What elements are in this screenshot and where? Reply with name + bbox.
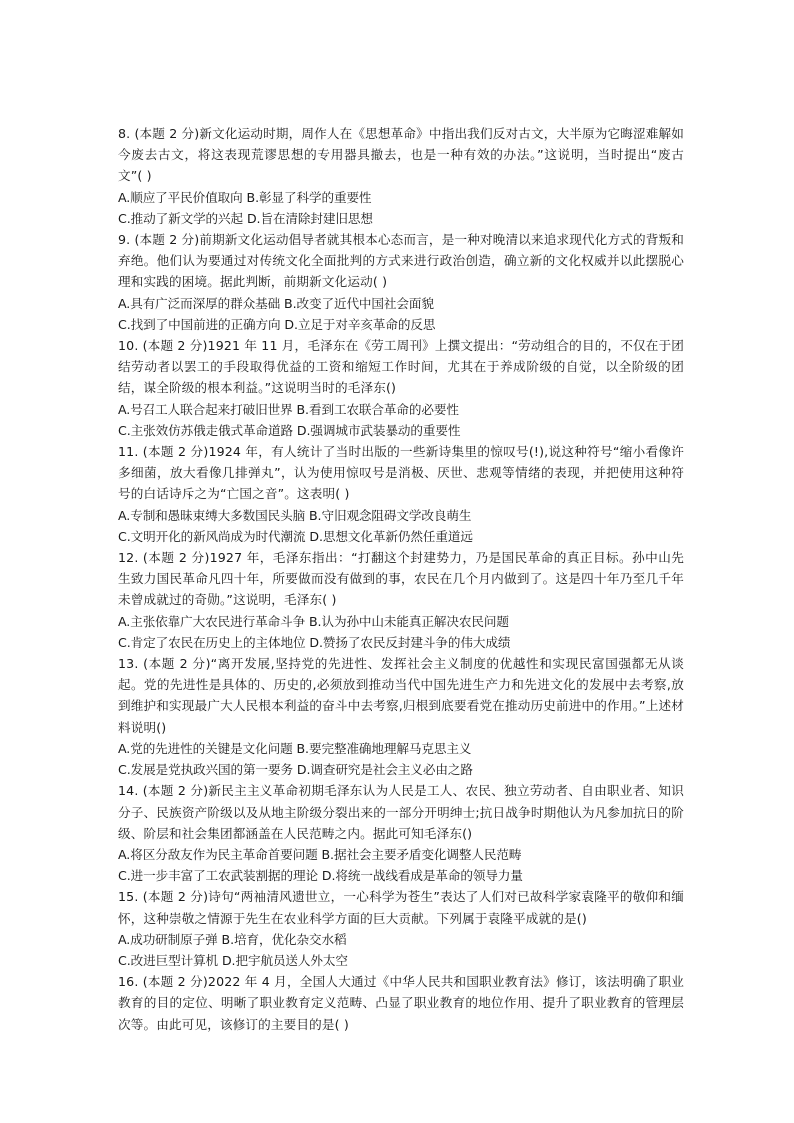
question-8 xyxy=(118,123,684,229)
question-stem: 8. (本题 2 分)新文化运动时期，周作人在《思想革命》中指出我们反对古文，大半原为它晦涩难解如今废去古文，将这表现荒谬思想的专用器具撤去，也是一种有效的办法。”这说明，当时提出“废古文”( ) xyxy=(118,126,684,184)
question-stem: 12. (本题 2 分)1927 年，毛泽东指出：“打翻这个封建势力，乃是国民革命的真正目标。孙中山先生致力国民革命凡四十年，所要做而没有做到的事，农民在几个月内做到了。这是四十年乃至几千年未曾成就过的奇勋。”这说明，毛泽东( ) xyxy=(118,550,684,608)
question-stem: 10. (本题 2 分)1921 年 11 月，毛泽东在《劳工周刊》上撰文提出：“劳动组合的目的，不仅在于团结劳动者以罢工的手段取得优益的工资和缩短工作时间，尤其在于养成阶级的自觉，以全阶级的团结，谋全阶级的根本利益。”这说明当时的毛泽东() xyxy=(118,338,684,396)
question-stem: 9. (本题 2 分)前期新文化运动倡导者就其根本心态而言，是一种对晚清以来追求现代化方式的背叛和弃绝。他们认为要通过对传统文化全面批判的方式来进行政治创造，确立新的文化权威并以此摆脱心理和实践的困境。据此判断，前期新文化运动( ) xyxy=(118,232,684,290)
question-12 xyxy=(118,547,684,653)
question-options-row: C.主张效仿苏俄走俄式革命道路 D.强调城市武装暴动的重要性 xyxy=(118,422,461,438)
question-options-row: A.号召工人联合起来打破旧世界 B.看到工农联合革命的必要性 xyxy=(118,401,459,417)
question-options-row: C.找到了中国前进的正确方向 D.立足于对辛亥革命的反思 xyxy=(118,316,436,332)
question-options-row: C.发展是党执政兴国的第一要务 D.调查研究是社会主义必由之路 xyxy=(118,762,473,778)
question-stem: 15. (本题 2 分)诗句“两袖清风遗世立，一心科学为苍生”表达了人们对已故科学家袁隆平的敬仰和缅怀，这种崇敬之情源于先生在农业科学方面的巨大贡献。下列属于袁隆平成就的是() xyxy=(118,889,684,926)
question-stem: 11. (本题 2 分)1924 年，有人统计了当时出版的一些新诗集里的惊叹号(!),说这种符号“缩小看像许多细菌，放大看像几排弹丸”，认为使用惊叹号是消极、厌世、悲观等情绪的表现，并把使用这种符号的白话诗斥之为“亡国之音”。这表明( ) xyxy=(118,444,684,502)
exam-page xyxy=(118,123,684,1035)
question-13 xyxy=(118,653,684,780)
question-options-row: C.改进巨型计算机 D.把宇航员送人外太空 xyxy=(118,952,348,968)
question-options-row: A.将区分敌友作为民主革命首要问题 B.据社会主要矛盾变化调整人民范畴 xyxy=(118,846,522,862)
question-14 xyxy=(118,780,684,886)
question-options-row: C.文明开化的新风尚成为时代潮流 D.思想文化革新仍然任重道远 xyxy=(118,528,473,544)
question-stem: 13. (本题 2 分)“离开发展,坚持党的先进性、发挥社会主义制度的优越性和实现民富国强都无从谈起。党的先进性是具体的、历史的,必须放到推动当代中国先进生产力和先进文化的发展中去考察,放到维护和实现最广大人民根本利益的奋斗中去考察,归根到底要看党在推动历史前进中的作用。”上述材料说明() xyxy=(118,656,684,735)
question-stem: 16. (本题 2 分)2022 年 4 月，全国人大通过《中华人民共和国职业教育法》修订，该法明确了职业教育的目的定位、明晰了职业教育定义范畴、凸显了职业教育的地位作用、提升了职业教育的管理层次等。由此可见，该修订的主要目的是( ) xyxy=(118,974,684,1032)
question-options-row: A.主张依靠广大农民进行革命斗争 B.认为孙中山未能真正解决农民问题 xyxy=(118,613,509,629)
question-options-row: A.专制和愚昧束缚大多数国民头脑 B.守旧观念阻碍文学改良萌生 xyxy=(118,507,472,523)
question-10 xyxy=(118,335,684,441)
question-11 xyxy=(118,441,684,547)
question-stem: 14. (本题 2 分)新民主主义革命初期毛泽东认为人民是工人、农民、独立劳动者、自由职业者、知识分子、民族资产阶级以及从地主阶级分裂出来的一部分开明绅士;抗日战争时期他认为凡参加抗日的阶级、阶层和社会集团都涵盖在人民范畴之内。据此可知毛泽东() xyxy=(118,783,684,841)
question-options-row: A.具有广泛而深厚的群众基础 B.改变了近代中国社会面貌 xyxy=(118,295,434,311)
question-options-row: A.成功研制原子弹 B.培育，优化杂交水稻 xyxy=(118,931,347,947)
question-15 xyxy=(118,886,684,971)
question-options-row: C.进一步丰富了工农武装割据的理论 D.将统一战线看成是革命的领导力量 xyxy=(118,868,523,884)
question-options-row: A.顺应了平民价值取向 B.彰显了科学的重要性 xyxy=(118,189,372,205)
question-9 xyxy=(118,229,684,335)
question-options-row: A.党的先进性的关键是文化问题 B.要完整准确地理解马克思主义 xyxy=(118,740,472,756)
question-options-row: C.推动了新文学的兴起 D.旨在清除封建旧思想 xyxy=(118,210,373,226)
question-16 xyxy=(118,971,684,1035)
question-options-row: C.肯定了农民在历史上的主体地位 D.赞扬了农民反封建斗争的伟大成绩 xyxy=(118,634,511,650)
